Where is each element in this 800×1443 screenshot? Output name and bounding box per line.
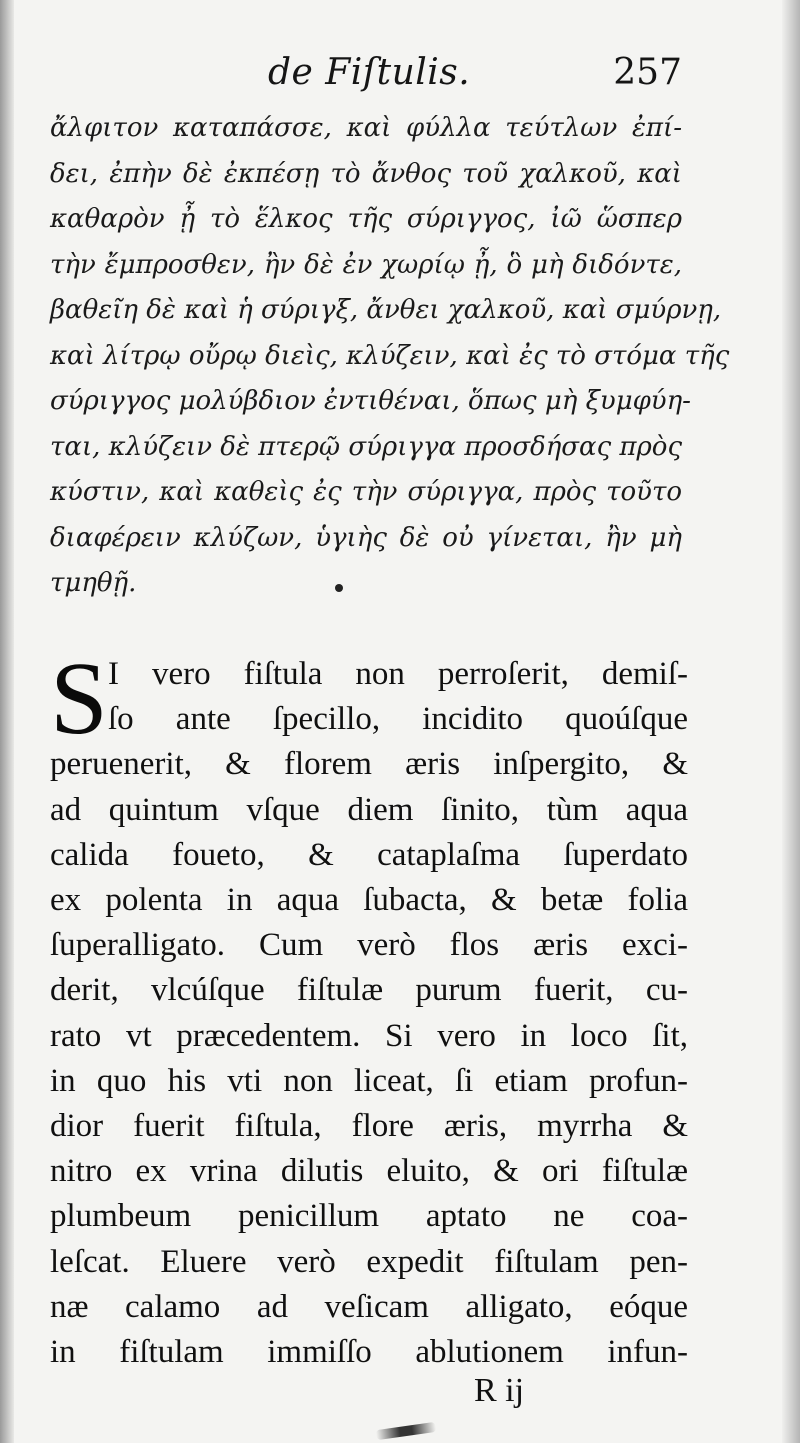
- text-line: ad quintum vſque diem ſinito, tùm aqua: [50, 791, 688, 828]
- text-line: rato vt præcedentem. Si vero in loco ſit,: [50, 1017, 688, 1054]
- text-line: in quo his vti non liceat, ſi etiam profun-: [50, 1062, 688, 1099]
- running-title: de Fiſtulis.: [268, 52, 471, 93]
- text-line: διαφέρειν κλύζων, ὑγιὴς δὲ οὐ γίνεται, ἢν μὴ: [50, 522, 682, 553]
- page-number: 257: [613, 52, 682, 93]
- ink-spot: [335, 584, 343, 592]
- signature-mark: R ij: [474, 1372, 525, 1409]
- text-line: calida foueto, & cataplaſma ſuperdato: [50, 836, 688, 873]
- greek-paragraph: [50, 106, 730, 607]
- text-line: dior fuerit fiſtula, flore æris, myrrha &: [50, 1108, 688, 1145]
- text-line: peruenerit, & florem æris inſpergito, &: [50, 746, 688, 783]
- text-line: derit, vlcúſque fiſtulæ purum fuerit, cu-: [50, 972, 688, 1009]
- text-line: τὴν ἔμπροσθεν, ἢν δὲ ἐν χωρίῳ ᾖ, ὃ μὴ διδόντε,: [50, 249, 682, 280]
- text-line: καθαρὸν ᾖ τὸ ἕλκος τῆς σύριγγος, ἰῶ ὥσπερ: [50, 204, 682, 234]
- drop-cap: S: [50, 641, 108, 756]
- text-line: in fiſtulam immiſſo ablutionem infun-: [50, 1334, 688, 1371]
- text-line: plumbeum penicillum aptato ne coa-: [50, 1198, 688, 1235]
- page-header: [260, 52, 700, 102]
- text-line: ſuperalligato. Cum verò flos æris exci-: [50, 927, 688, 964]
- text-line: leſcat. Eluere verò expedit fiſtulam pen-: [50, 1243, 688, 1280]
- text-line: τμηθῇ.: [50, 568, 137, 598]
- text-line: ſo ante ſpecillo, incidito quoúſque: [108, 701, 688, 738]
- text-line: καὶ λίτρῳ οὔρῳ διεὶς, κλύζειν, καὶ ἐς τὸ στόμα τῆς: [50, 340, 730, 371]
- text-line: ἄλφιτον καταπάσσε, καὶ φύλλα τεύτλων ἐπί-: [50, 113, 682, 143]
- page-right-edge-shadow: [782, 0, 800, 1443]
- text-line: δει, ἐπὴν δὲ ἐκπέσῃ τὸ ἄνθος τοῦ χαλκοῦ, καὶ: [50, 158, 682, 189]
- text-line: ex polenta in aqua ſubacta, & betæ folia: [50, 882, 688, 919]
- text-line: I vero fiſtula non perroſerit, demiſ-: [108, 656, 688, 692]
- page-bottom-mark: [376, 1422, 437, 1440]
- text-line: ται, κλύζειν δὲ πτερῷ σύριγγα προσδήσας πρὸς: [50, 431, 683, 462]
- latin-paragraph: [50, 641, 688, 1375]
- text-line: σύριγγος μολύβδιον ἐντιθέναι, ὅπως μὴ ξυμφύη-: [50, 386, 691, 416]
- text-line: κύστιν, καὶ καθεὶς ἐς τὴν σύριγγα, πρὸς τοῦτο: [50, 477, 682, 507]
- page-left-edge-shadow: [0, 0, 14, 1443]
- text-line: nitro ex vrina dilutis eluito, & ori fiſtulæ: [50, 1153, 688, 1190]
- text-line: næ calamo ad veſicam alligato, eóque: [50, 1288, 688, 1325]
- text-line: βαθεῖη δὲ καὶ ἡ σύριγξ, ἄνθει χαλκοῦ, καὶ σμύρνῃ,: [50, 295, 722, 325]
